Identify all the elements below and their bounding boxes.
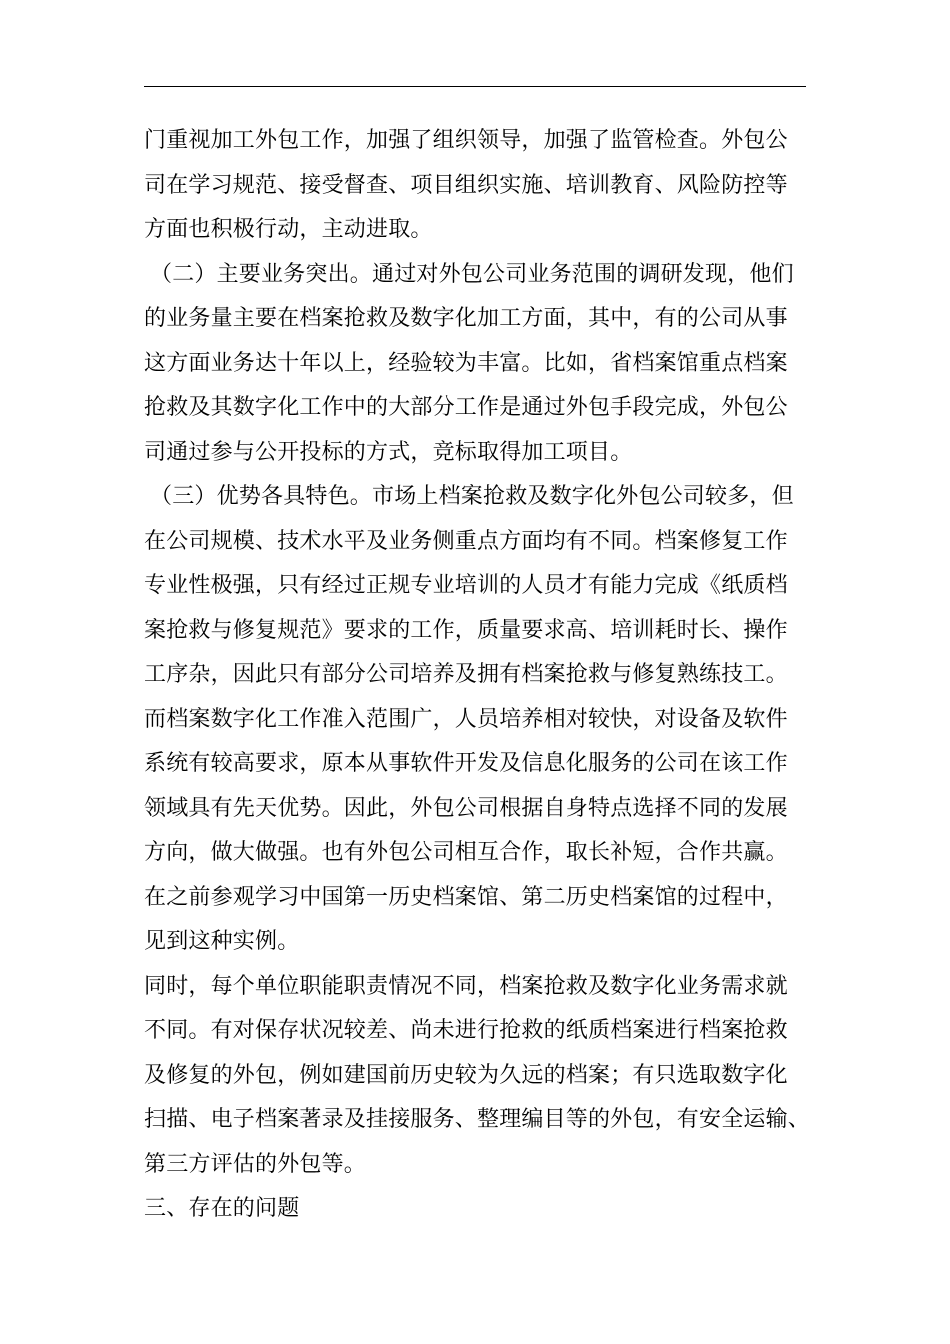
text-line: 不同。有对保存状况较差、尚未进行抢救的纸质档案进行档案抢救 [144,1018,788,1043]
text-line: 案抢救与修复规范》要求的工作，质量要求高、培训耗时长、操作 [144,617,788,643]
text-line: 司在学习规范、接受督查、项目组织实施、培训教育、风险防控等 [144,172,788,198]
text-line: 门重视加工外包工作，加强了组织领导，加强了监管检查。外包公 [144,128,788,153]
text-line: 扫描、电子档案著录及挂接服务、整理编目等的外包，有安全运输、 [144,1107,811,1132]
text-line: 见到这种实例。 [144,929,300,954]
text-line: 工序杂，因此只有部分公司培养及拥有档案抢救与修复熟练技工。 [144,662,788,687]
text-line: 这方面业务达十年以上，经验较为丰富。比如，省档案馆重点档案 [144,350,788,376]
header-rule [144,86,806,87]
text-line: 方面也积极行动，主动进取。 [144,217,433,242]
text-line: 的业务量主要在档案抢救及数字化加工方面，其中，有的公司从事 [144,306,788,331]
text-line: 司通过参与公开投标的方式，竞标取得加工项目。 [144,439,633,465]
text-line: 同时，每个单位职能职责情况不同，档案抢救及数字化业务需求就 [144,973,788,999]
text-line: 抢救及其数字化工作中的大部分工作是通过外包手段完成，外包公 [144,395,788,420]
section-heading-line: （二）主要业务突出。通过对外包公司业务范围的调研发现，他们 [150,261,794,287]
text-line: 在之前参观学习中国第一历史档案馆、第二历史档案馆的过程中， [144,884,788,910]
section-title: 三、存在的问题 [144,1196,300,1221]
text-line: 及修复的外包，例如建国前历史较为久远的档案；有只选取数字化 [144,1062,788,1088]
section-heading-line: （三）优势各具特色。市场上档案抢救及数字化外包公司较多，但 [150,484,794,509]
text-line: 专业性极强，只有经过正规专业培训的人员才有能力完成《纸质档 [144,573,788,598]
document-body [144,119,812,1232]
text-line: 第三方评估的外包等。 [144,1151,367,1177]
text-line: 方向，做大做强。也有外包公司相互合作，取长补短，合作共赢。 [144,840,788,865]
text-line: 而档案数字化工作准入范围广，人员培养相对较快，对设备及软件 [144,706,788,732]
text-line: 系统有较高要求，原本从事软件开发及信息化服务的公司在该工作 [144,751,788,776]
text-line: 在公司规模、技术水平及业务侧重点方面均有不同。档案修复工作 [144,528,788,554]
text-line: 领域具有先天优势。因此，外包公司根据自身特点选择不同的发展 [144,795,788,821]
